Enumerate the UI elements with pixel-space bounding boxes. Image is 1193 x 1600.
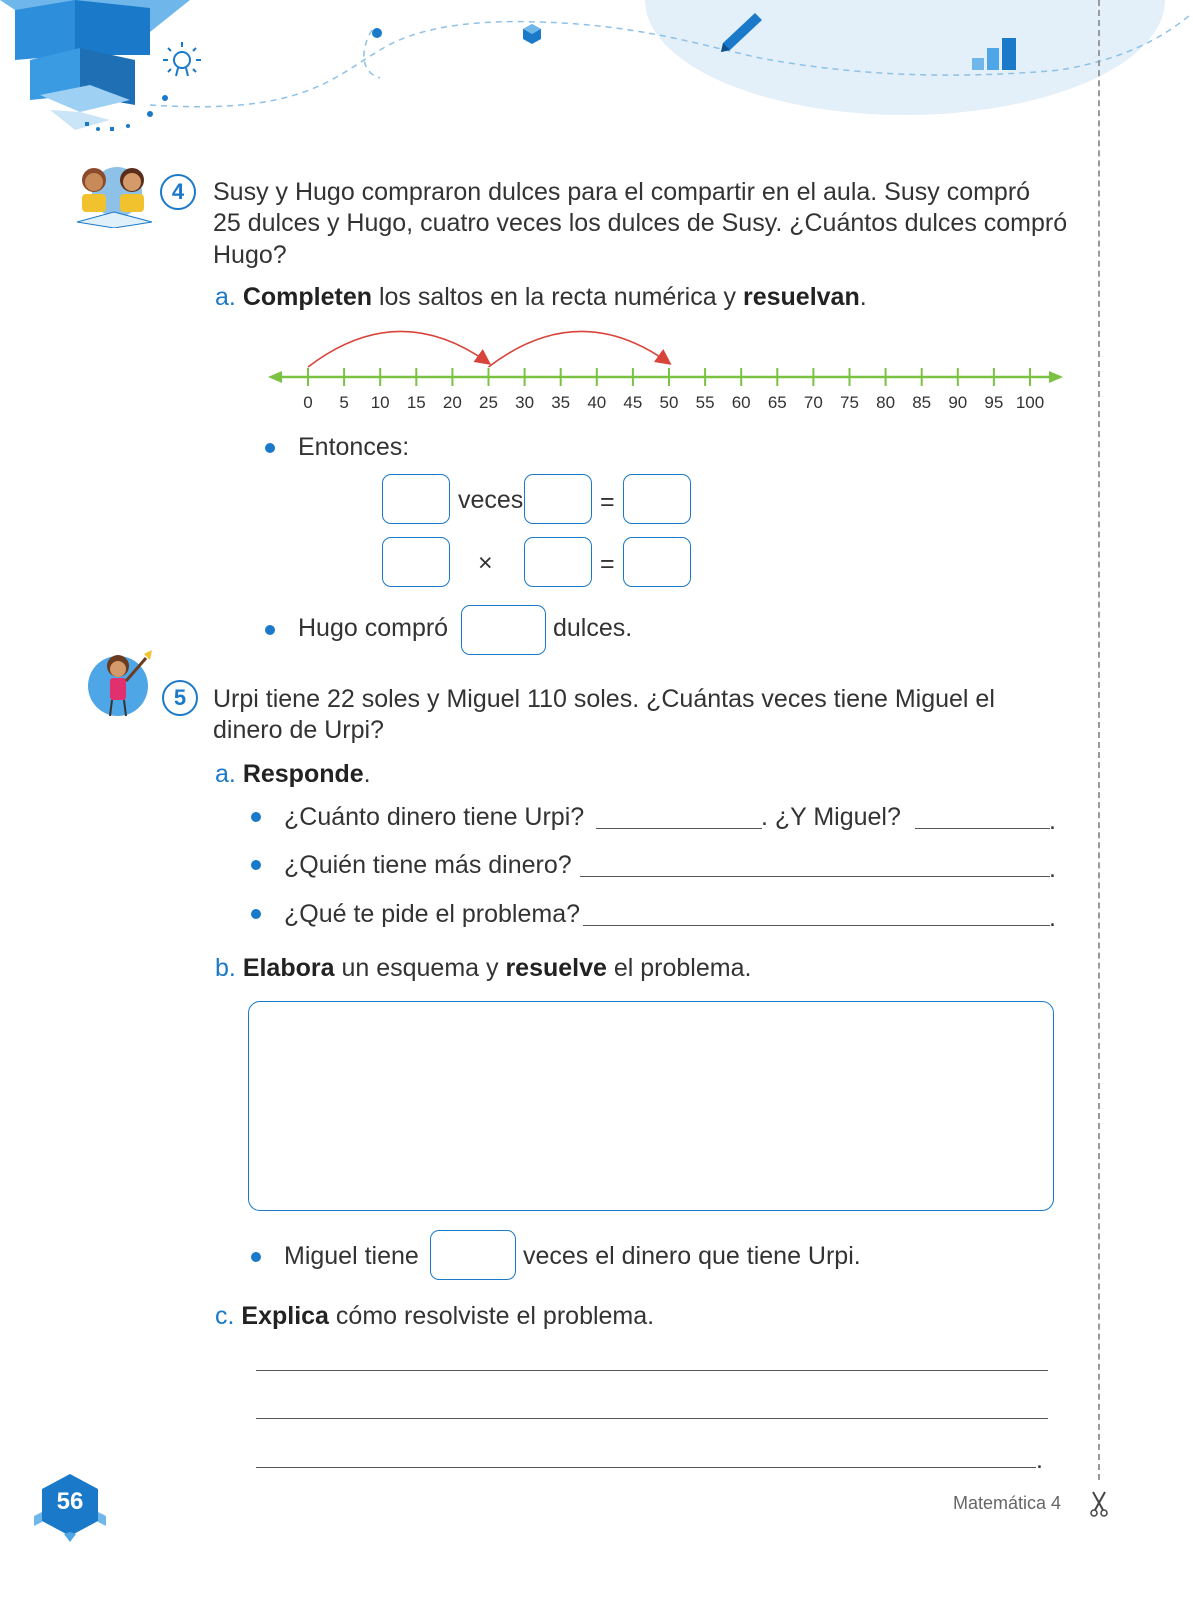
tick-label: 35 [551,393,571,412]
line-end-dot: . [1049,855,1056,883]
bullet [265,625,275,635]
answer-box[interactable] [461,605,546,655]
answer-line[interactable] [915,828,1050,829]
jump-arrow [489,331,670,367]
book-title: Matemática 4 [953,1493,1062,1513]
tick-label: 5 [339,393,349,412]
instruction-text: los saltos en la recta numérica y [372,283,743,311]
bold-verb: resuelvan [743,283,860,311]
question-4-number: 4 [160,174,196,210]
bar-chart-icon [970,36,1022,72]
miguel-tiene-label: Miguel tiene [284,1242,419,1270]
cut-line [1098,0,1100,1480]
tick-label: 50 [659,393,679,412]
tick-label: 100 [1015,393,1045,412]
instruction-end: el problema. [606,954,752,982]
girl-illustration [86,648,158,720]
bullet [251,1252,261,1262]
equals-sign: = [600,488,615,516]
answer-box[interactable] [382,474,450,524]
dulces-label: dulces. [553,614,633,642]
tick-label: 70 [803,393,823,412]
answer-box[interactable] [524,474,592,524]
question-5b-instruction [215,952,751,984]
answer-box[interactable] [430,1230,516,1280]
item-letter: b. [215,954,236,982]
instruction-end: . [859,283,867,311]
tick-label: 20 [442,393,462,412]
question-4-line-1: Susy y Hugo compraron dulces para el compartir en el aula. Susy compró [213,178,1031,206]
tick-label: 80 [876,393,896,412]
line-end-dot: . [1049,904,1056,932]
answer-line[interactable] [256,1418,1048,1419]
question-5-number: 5 [162,680,198,716]
question-5a-instruction [215,758,371,790]
item-letter: c. [215,1302,235,1330]
question-4-line-2: 25 dulces y Hugo, cuatro veces los dulces de Susy. ¿Cuántos dulces compró [213,209,1068,237]
scissors-icon [1089,1490,1109,1518]
bold-verb: Explica [241,1302,329,1330]
left-arrowhead [268,371,282,383]
question-4-line-3: Hugo? [213,241,287,269]
tick-label: 75 [840,393,859,412]
tick-label: 95 [984,393,1004,412]
answer-line[interactable] [583,925,1050,926]
question-who-more: ¿Quién tiene más dinero? [284,851,572,879]
question-5-line-2: dinero de Urpi? [213,716,384,744]
question-what-asks: ¿Qué te pide el problema? [284,900,581,928]
dot-icon [370,26,384,40]
times-sign: × [478,549,493,577]
answer-line[interactable] [256,1370,1048,1371]
line-end-dot: . [1049,807,1056,835]
tick-label: 25 [479,393,498,412]
tick-label: 45 [623,393,643,412]
instruction-end: . [363,760,371,788]
tick-label: 65 [767,393,787,412]
instruction-end: cómo resolviste el problema. [328,1302,655,1330]
hugo-compro-label: Hugo compró [298,614,449,642]
answer-line[interactable] [596,828,762,829]
bold-verb: Responde [242,760,364,788]
bullet [251,860,261,870]
question-miguel-money: . ¿Y Miguel? [761,803,901,831]
tick-label: 85 [912,393,932,412]
tick-label: 15 [406,393,426,412]
right-arrowhead [1049,371,1063,383]
equals-sign: = [600,550,615,578]
tick-label: 0 [303,393,313,412]
answer-line[interactable] [580,876,1050,877]
answer-box[interactable] [382,537,450,587]
tick-label: 90 [948,393,968,412]
scheme-drawing-area[interactable] [248,1001,1054,1211]
answer-box[interactable] [524,537,592,587]
question-urpi-money: ¿Cuánto dinero tiene Urpi? [284,803,585,831]
item-letter: a. [215,760,236,788]
answer-box[interactable] [623,474,691,524]
tick-label: 30 [515,393,535,412]
tick-label: 40 [587,393,607,412]
bullet [265,443,275,453]
tick-label: 55 [695,393,715,412]
cube-icon [523,24,541,44]
lightbulb-icon [160,40,205,85]
bullet [251,812,261,822]
tick-label: 10 [370,393,390,412]
number-line [260,320,1080,400]
entonces-label: Entonces: [298,433,410,461]
jump-arrow [308,331,489,367]
tick-label: 60 [731,393,751,412]
bold-verb: Elabora [242,954,335,982]
number-line-labels [0,393,1193,417]
veces-dinero-label: veces el dinero que tiene Urpi. [523,1242,861,1270]
bullet [251,909,261,919]
pencil-icon [715,10,765,55]
bold-verb: Completen [242,283,372,311]
instruction-text: un esquema y [334,954,506,982]
bold-verb: resuelve [505,954,607,982]
question-4a-instruction [215,281,867,313]
item-letter: a. [215,283,236,311]
question-5-line-1: Urpi tiene 22 soles y Miguel 110 soles. ¿Cuántas veces tiene Miguel el [213,685,995,713]
answer-line[interactable] [256,1467,1036,1468]
line-end-dot: . [1036,1446,1043,1474]
veces-label: veces [458,486,524,514]
question-5c-instruction [215,1300,654,1332]
page-number: 56 [56,1488,84,1515]
answer-box[interactable] [623,537,691,587]
kids-reading-illustration [72,160,157,228]
